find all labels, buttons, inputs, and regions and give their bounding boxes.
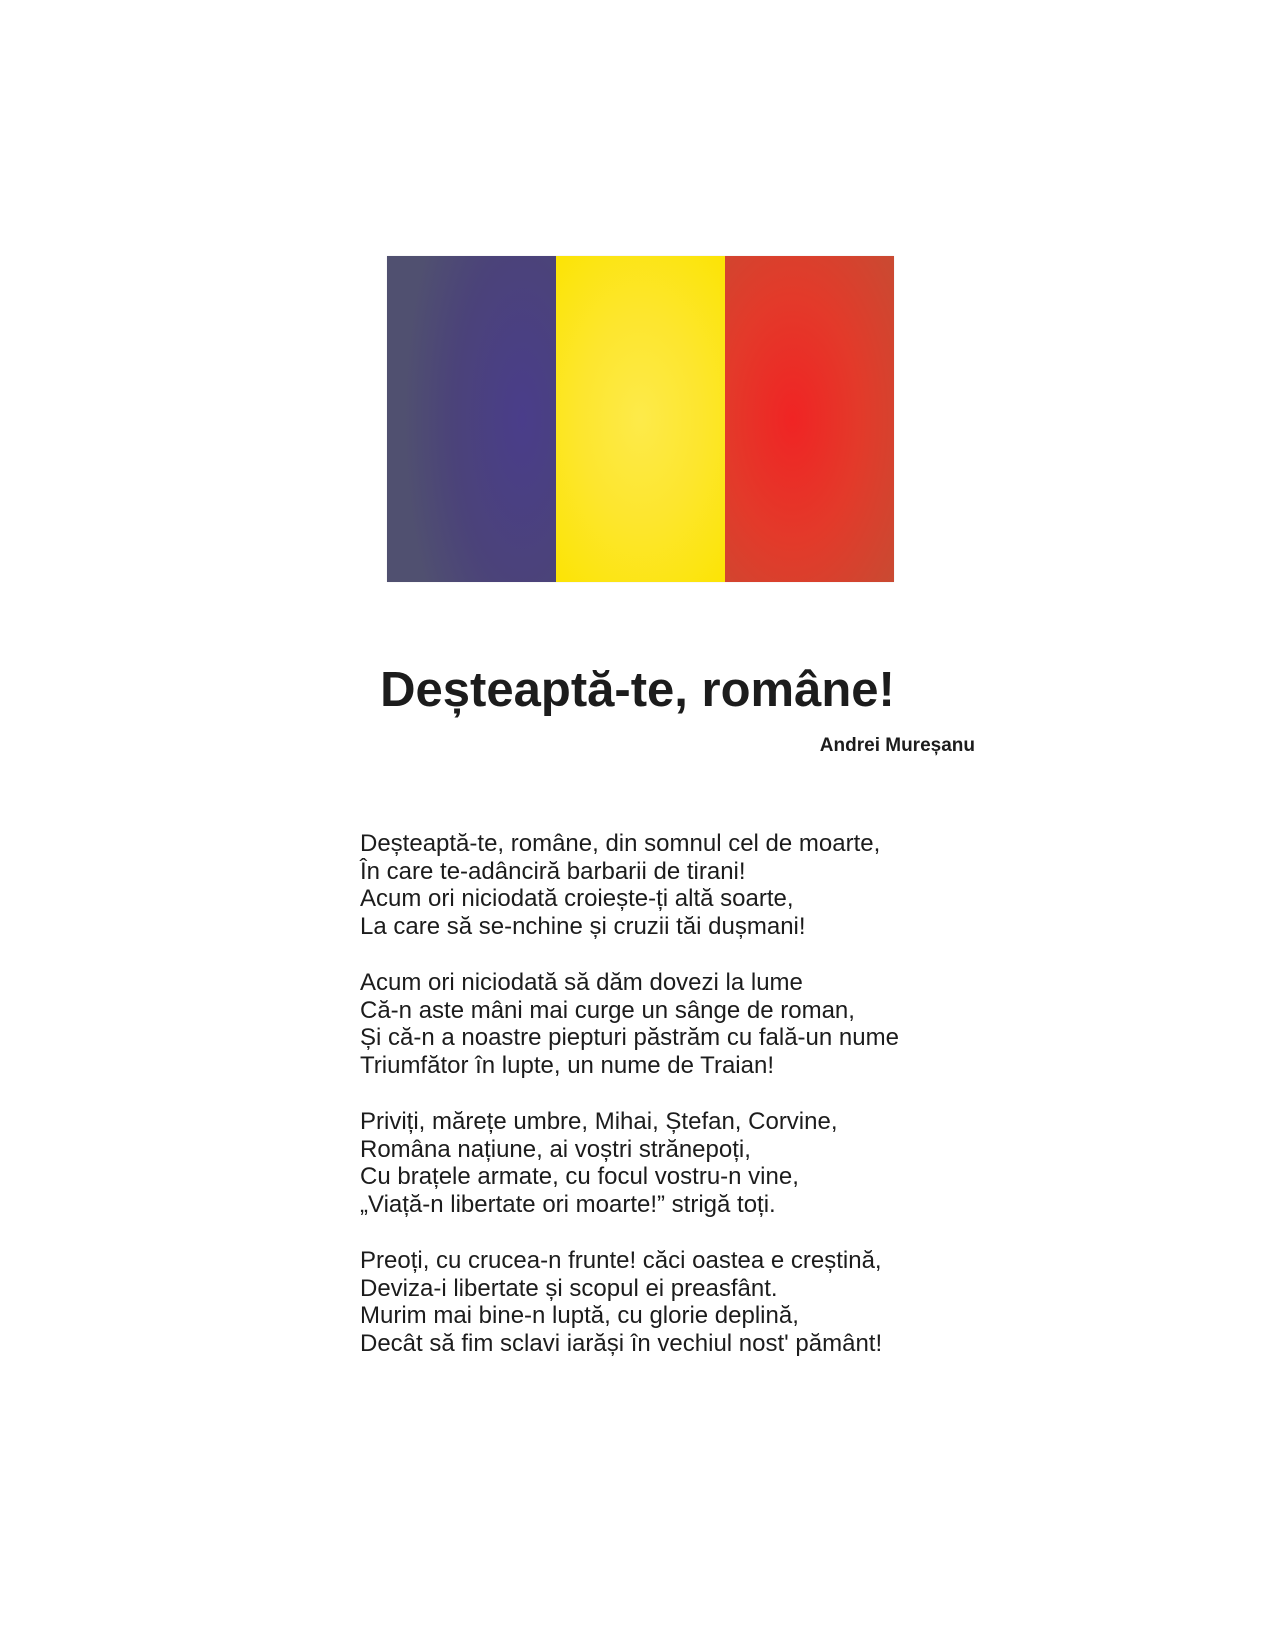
romanian-flag-image (387, 256, 894, 582)
poem-line: Preoți, cu crucea-n frunte! căci oastea e creștină, (360, 1247, 882, 1274)
flag-stripe-yellow (556, 256, 725, 582)
poem-body (360, 830, 980, 1386)
poem-line: În care te-adânciră barbarii de tirani! (360, 857, 746, 885)
poem-line: Triumfător în lupte, un nume de Traian! (360, 1051, 774, 1079)
poem-line: Murim mai bine-n luptă, cu glorie deplină, (360, 1302, 799, 1329)
poem-line: „Viață-n libertate ori moarte!” strigă toți. (360, 1190, 776, 1218)
poem-stanza-1 (360, 830, 980, 940)
poem-line: Româna națiune, ai voștri strănepoți, (360, 1135, 751, 1163)
poem-line: Decât să fim sclavi iarăși în vechiul nost' pământ! (360, 1329, 883, 1357)
flag-stripe-blue (387, 256, 556, 582)
poem-stanza-4 (360, 1247, 980, 1357)
poem-stanza-2 (360, 969, 980, 1079)
author-name: Andrei Mureșanu (819, 735, 975, 756)
poem-line: Că-n aste mâni mai curge un sânge de roman, (360, 996, 855, 1024)
poem-line: Acum ori niciodată să dăm dovezi la lume (360, 969, 803, 996)
poem-line: Și că-n a noastre piepturi păstrăm cu fală-un nume (360, 1024, 899, 1051)
poem-line: Deviza-i libertate și scopul ei preasfânt. (360, 1274, 778, 1302)
poem-stanza-3 (360, 1108, 980, 1218)
poem-line: Cu brațele armate, cu focul vostru-n vine, (360, 1163, 799, 1190)
poem-line: Deșteaptă-te, române, din somnul cel de moarte, (360, 830, 881, 857)
flag-stripe-red (725, 256, 894, 582)
page-title: Deșteaptă-te, române! (380, 663, 895, 717)
poem-line: Acum ori niciodată croiește-ți altă soarte, (360, 885, 794, 912)
poem-line: La care să se-nchine și cruzii tăi dușmani! (360, 912, 806, 940)
poem-line: Priviți, mărețe umbre, Mihai, Ștefan, Corvine, (360, 1108, 838, 1135)
